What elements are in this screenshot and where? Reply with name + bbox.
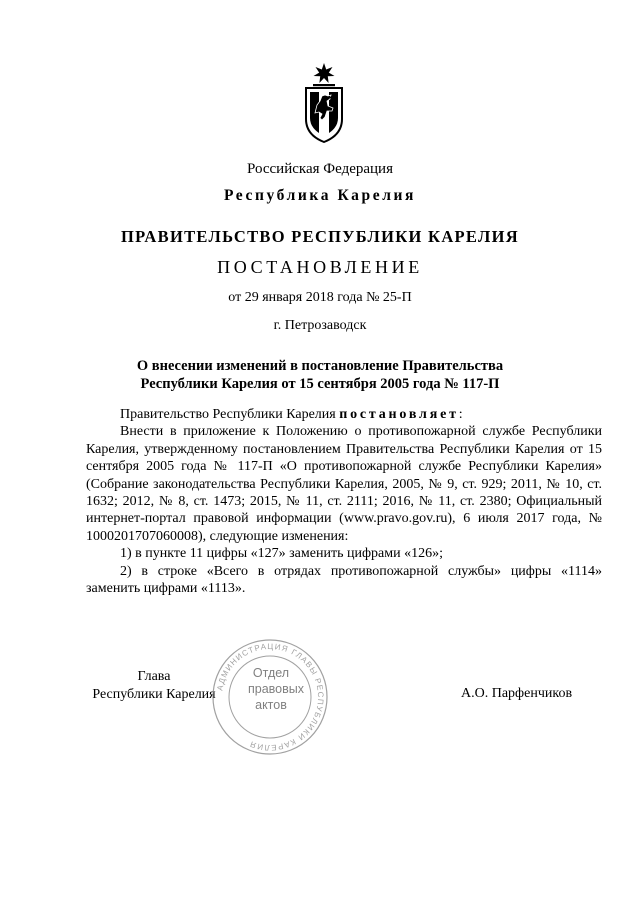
signatory-position	[86, 668, 222, 704]
stamp-line-1: Отдел	[252, 666, 290, 680]
decree-word: постановляет	[339, 407, 459, 422]
body-paragraph-3: 2) в строке «Всего в отрядах противопожарной службы» цифры «1114» заменить цифрами «1113».	[86, 563, 602, 597]
country-name: Российская Федерация	[247, 161, 393, 177]
government-name: ПРАВИТЕЛЬСТВО РЕСПУБЛИКИ КАРЕЛИЯ	[121, 227, 519, 246]
stamp-line-2: правовых	[248, 682, 304, 696]
document-city: г. Петрозаводск	[273, 318, 367, 333]
position-line-1: Глава	[137, 669, 171, 684]
position-line-2: Республики Карелия	[92, 687, 216, 702]
intro-suffix: :	[458, 407, 463, 422]
document-date-number: от 29 января 2018 года № 25-П	[228, 290, 412, 305]
document-title	[0, 357, 640, 393]
document-type: ПОСТАНОВЛЕНИЕ	[217, 257, 423, 277]
stamp-line-3: актов	[255, 698, 287, 712]
republic-name: Республика Карелия	[223, 187, 417, 204]
intro-prefix: Правительство Республики Карелия	[120, 407, 340, 422]
title-line-2: Республики Карелия от 15 сентября 2005 года № 117-П	[140, 376, 500, 392]
karelia-coat-of-arms-icon	[303, 63, 345, 143]
document-body	[86, 406, 602, 597]
title-line-1: О внесении изменений в постановление Правительства	[136, 358, 504, 374]
body-paragraph-2: 1) в пункте 11 цифры «127» заменить цифрами «126»;	[120, 546, 443, 562]
signatory-name: А.О. Парфенчиков	[461, 686, 573, 701]
intro-paragraph	[86, 406, 602, 423]
body-paragraph-1: Внести в приложение к Положению о противопожарной службе Республики Карелия, утвержденному постановлением Правительства Республики Карелия от 15 сентября 2005 года № 117-П «О противопожарной службе Республики Карелия» (Собрание законодательства Республики Карелия, 2005, № 9, ст. 929; 2011, № 10, ст. 1632; 2012, № 8, ст. 1473; 2015, № 11, ст. 2111; 2016, № 11, ст. 2380; Официальный интернет-портал правовой информации (www.pravo.gov.ru), 6 июля 2017 года, № 1000201707060008), следующие изменения:	[86, 424, 602, 544]
stamp-center-text	[248, 665, 304, 713]
stamp-ring-text: АДМИНИСТРАЦИЯ ГЛАВЫ РЕСПУБЛИКИ КАРЕЛИЯ	[215, 641, 326, 753]
